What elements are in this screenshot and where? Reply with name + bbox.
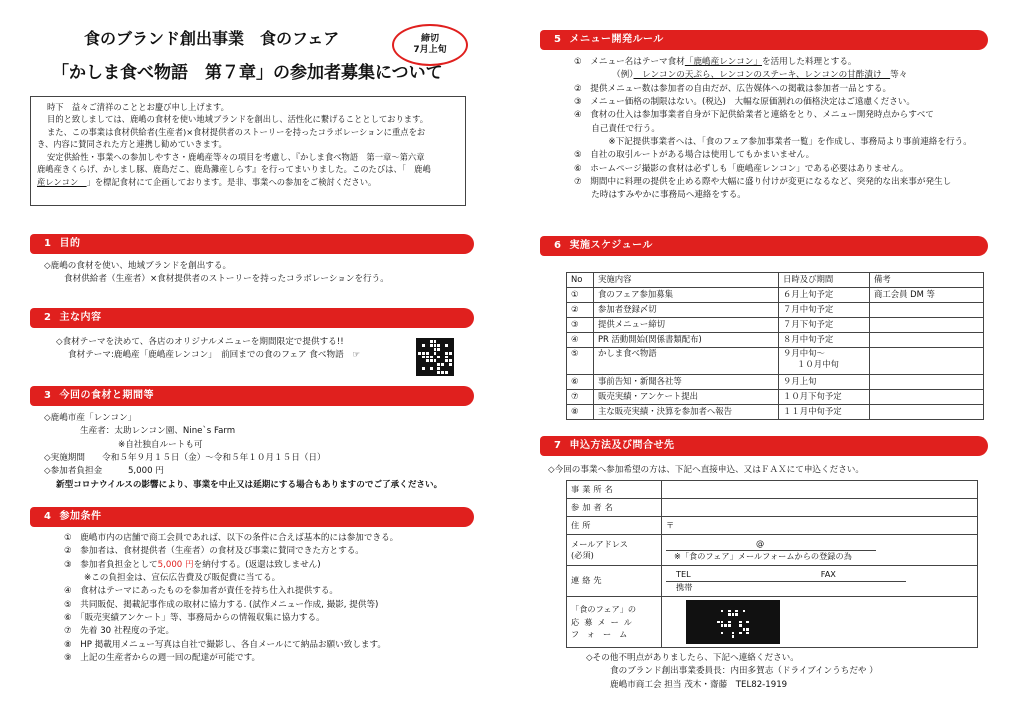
column-header: No bbox=[567, 273, 594, 288]
form-qr-label-line: 「食のフェア」の bbox=[571, 603, 637, 614]
purpose-line: 食材供給者（生産者）×食材提供者のストーリーを持ったコラボレーションを行う。 bbox=[64, 274, 389, 285]
menu-rule-item: ⑦ 期間中に料理の提供を止める際や大幅に盛り付けが変更になるなど、突発的な出来事が発生し bbox=[574, 176, 952, 187]
table-row bbox=[567, 333, 984, 348]
table-cell: 食のフェア参加募集 bbox=[594, 288, 779, 303]
email-required: (必須) bbox=[571, 550, 594, 560]
deadline-label: 締切 bbox=[420, 34, 439, 45]
menu-example-dishes: レンコンの天ぷら、レンコンのステーキ、レンコンの甘酢漬け bbox=[633, 70, 891, 81]
table-row bbox=[567, 405, 984, 420]
email-label-text: メールアドレス bbox=[571, 538, 628, 549]
form-row bbox=[567, 481, 978, 499]
intro-line: 目的と致しましては、鹿嶋の食材を使い地域ブランドを創出し、活性化に繋げることとしております。 bbox=[47, 114, 428, 125]
menu-rule-item: た時はすみやかに事務局へ連絡をする。 bbox=[574, 190, 746, 201]
postal-mark: 〒 bbox=[666, 519, 675, 530]
menu-rule-theme: 「鹿嶋産レンコン」 bbox=[684, 57, 762, 67]
form-qr-label-line: 応募メール bbox=[571, 616, 637, 627]
section-number: 7 bbox=[554, 440, 562, 451]
section-header-application bbox=[540, 436, 988, 456]
form-row bbox=[567, 517, 978, 535]
table-cell bbox=[779, 348, 870, 375]
section-title: メニュー開発ルール bbox=[569, 34, 664, 45]
intro-box bbox=[30, 96, 466, 206]
condition-item: ⑥ 「販売実績アンケート」等、事務局からの情報収集に協力する。 bbox=[64, 612, 325, 623]
section-number: 1 bbox=[44, 238, 52, 249]
email-label bbox=[567, 535, 662, 566]
form-qr-cell bbox=[662, 597, 978, 648]
table-header-row bbox=[567, 273, 984, 288]
condition-item bbox=[64, 559, 398, 572]
condition-fee-post: を納付する。(返還は致しません) bbox=[193, 559, 321, 570]
condition-item: ⑨ 上記の生産者からの週一回の配達が可能です。 bbox=[64, 652, 261, 663]
condition-item: ⑧ HP 掲載用メニュー写真は自社で撮影し、各自メールにて納品お願い致します。 bbox=[64, 639, 387, 650]
table-cell: ③ bbox=[567, 318, 594, 333]
application-intro: ◇今回の事業へ参加希望の方は、下記へ直接申込、又はＦＡＸにて申込ください。 bbox=[548, 465, 864, 475]
section-header-ingredients bbox=[30, 386, 474, 406]
condition-note: ※この負担金は、宣伝広告費及び販促費に当てる。 bbox=[84, 572, 281, 583]
table-row bbox=[567, 303, 984, 318]
table-cell: 商工会員 DM 等 bbox=[870, 288, 984, 303]
condition-item: ⑤ 共同販促、掲載記事作成の取材に協力する. (試作メニュー作成, 撮影, 提供等) bbox=[64, 599, 379, 610]
intro-highlight: 産レンコン bbox=[37, 176, 87, 187]
email-at: @ bbox=[666, 538, 876, 550]
condition-fee-pre: ③ 参加者負担金として bbox=[64, 559, 158, 570]
table-cell: ⑦ bbox=[567, 390, 594, 405]
table-cell bbox=[870, 318, 984, 333]
section-header-menu-rules bbox=[540, 30, 988, 50]
form-row bbox=[567, 597, 978, 648]
menu-rule-item bbox=[574, 56, 972, 69]
intro-line: き、内容に賛同された方と連携し勧めていきます。 bbox=[37, 139, 227, 150]
table-cell: 参加者登録〆切 bbox=[594, 303, 779, 318]
form-row bbox=[567, 535, 978, 566]
section-title: 目的 bbox=[59, 238, 81, 249]
condition-item: ② 参加者は、食材提供者（生産者）の食材及び事業に賛同できた方とする。 bbox=[64, 546, 364, 557]
form-qr-label bbox=[567, 597, 662, 648]
conditions-body bbox=[64, 532, 398, 665]
contact-field[interactable] bbox=[662, 566, 978, 597]
table-row bbox=[567, 390, 984, 405]
schedule-table bbox=[566, 272, 984, 420]
section-header-conditions bbox=[30, 507, 474, 527]
form-qr-panel bbox=[686, 600, 780, 644]
menu-rule-item: ⑤ 自社の取引ルートがある場合は使用してもかまいません。 bbox=[574, 150, 815, 161]
intro-line: また、この事業は食材供給者(生産者)×食材提供者のストーリーを持ったコラボレーションに重点をお bbox=[47, 126, 426, 137]
form-row bbox=[567, 499, 978, 517]
table-cell: PR 活動開始(関係書類配布) bbox=[594, 333, 779, 348]
ingredients-body bbox=[44, 412, 442, 492]
fax-label: FAX bbox=[820, 569, 836, 580]
contents-body bbox=[56, 336, 360, 363]
table-cell: 事前告知・新聞各社等 bbox=[594, 375, 779, 390]
title-line-1: 食のブランド創出事業 食のフェア bbox=[84, 29, 340, 48]
table-cell: ７月下旬予定 bbox=[779, 318, 870, 333]
footer-line: 鹿嶋市商工会 担当 茂木・齋藤 TEL82-1919 bbox=[610, 679, 788, 690]
form-qr-label-line: フォーム bbox=[571, 629, 636, 640]
footer-line: ◇その他不明点がありましたら、下記へ連絡ください。 bbox=[586, 653, 799, 663]
table-cell: ６月上旬予定 bbox=[779, 288, 870, 303]
table-cell bbox=[870, 303, 984, 318]
table-cell: ９月上旬 bbox=[779, 375, 870, 390]
menu-rule-item: 自己責任で行う。 bbox=[574, 123, 660, 134]
form-row bbox=[567, 566, 978, 597]
menu-rule-item: ⑥ ホームページ撮影の食材は必ずしも「鹿嶋産レンコン」である必要はありません。 bbox=[574, 163, 909, 174]
contents-line: ◇食材テーマを決めて、各店のオリジナルメニューを期間限定で提供する!! bbox=[56, 337, 344, 347]
menu-example bbox=[574, 69, 972, 82]
section-number: 5 bbox=[554, 34, 562, 45]
email-field[interactable] bbox=[662, 535, 978, 566]
table-row bbox=[567, 375, 984, 390]
condition-fee-amount: 5,000 円 bbox=[157, 559, 194, 570]
table-cell: 主な販売実績・決算を参加者へ報告 bbox=[594, 405, 779, 420]
deadline-badge bbox=[392, 24, 468, 66]
section-number: 3 bbox=[44, 390, 52, 401]
table-cell bbox=[870, 405, 984, 420]
section-number: 2 bbox=[44, 312, 52, 323]
menu-rule-item: ③ メニュー価格の制限はない。(税込) 大幅な原価割れの価格決定はご遠慮ください。 bbox=[574, 96, 915, 107]
menu-example-label: （例） bbox=[612, 70, 634, 81]
section-title: 今回の食材と期間等 bbox=[59, 390, 154, 401]
email-note: ※「食のフェア」メールフォームからの登録の為 bbox=[674, 550, 852, 561]
address-field[interactable] bbox=[662, 517, 978, 535]
section-title: 実施スケジュール bbox=[569, 240, 653, 251]
condition-item: ① 鹿嶋市内の店舗で商工会員であれば、以下の条件に合えば基本的には参加できる。 bbox=[64, 533, 399, 543]
table-row bbox=[567, 348, 984, 375]
company-field[interactable] bbox=[662, 481, 978, 499]
menu-rule-post: を活用した料理とする。 bbox=[761, 57, 857, 67]
section-title: 申込方法及び問合せ先 bbox=[569, 440, 675, 451]
intro-line bbox=[37, 176, 459, 188]
address-label: 住所 bbox=[567, 517, 662, 535]
participant-field[interactable] bbox=[662, 499, 978, 517]
table-cell: 販売実績・アンケート提出 bbox=[594, 390, 779, 405]
intro-line: 安定供給性・事業への参加しやすさ・鹿嶋産等々の項目を考慮し、『かしま食べ物語 第一章～第六章 bbox=[47, 151, 425, 162]
section-title: 主な内容 bbox=[59, 312, 102, 323]
table-cell bbox=[870, 390, 984, 405]
condition-item: ⑦ 先着 30 社程度の予定。 bbox=[64, 626, 175, 637]
column-header: 実施内容 bbox=[594, 273, 779, 288]
period-end: １０月中旬 bbox=[797, 359, 839, 370]
table-cell: ８月中旬予定 bbox=[779, 333, 870, 348]
qr-code-icon[interactable] bbox=[715, 604, 751, 640]
section-number: 4 bbox=[44, 511, 52, 522]
menu-rule-pre: ① メニュー名はテーマ食材 bbox=[574, 57, 685, 67]
table-cell: ⑧ bbox=[567, 405, 594, 420]
menu-rule-item: ④ 食材の仕入は参加事業者自身が下記供給業者と連絡をとり、メニュー開発時点からすべて bbox=[574, 110, 934, 121]
menu-rule-item: ② 提供メニュー数は参加者の自由だが、広告媒体への掲載は参加者一品とする。 bbox=[574, 83, 892, 94]
mobile-label: 携帯 bbox=[676, 581, 693, 592]
period-line: ◇実施期間 令和５年９月１５日（金）～令和５年１０月１５日（日） bbox=[44, 452, 326, 463]
condition-item: ④ 食材はテーマにあったものを参加者が責任を持ち仕入れ提供する。 bbox=[64, 586, 339, 597]
tel-label: TEL bbox=[676, 569, 691, 580]
table-cell: ⑥ bbox=[567, 375, 594, 390]
intro-line: 鹿嶋産きくらげ、かしまし豚、鹿島だこ、鹿島灘産しらす』を行ってまいりました。このたびは、「 鹿嶋 bbox=[37, 164, 431, 175]
table-row bbox=[567, 318, 984, 333]
column-header: 日時及び期間 bbox=[779, 273, 870, 288]
table-cell: １０月下旬予定 bbox=[779, 390, 870, 405]
table-cell: ④ bbox=[567, 333, 594, 348]
menu-rule-note: ※下記提供事業者へは、「食のフェア参加事業者一覧」を作成し、事務局より事前連絡を行う。 bbox=[574, 136, 972, 147]
ingredient-line: ◇鹿嶋市産「レンコン」 bbox=[44, 413, 137, 423]
table-cell: 提供メニュー締切 bbox=[594, 318, 779, 333]
column-header: 備考 bbox=[870, 273, 984, 288]
page-title: 「かしま食べ物語 第７章」の参加者募集について bbox=[52, 63, 443, 83]
producer-line: 生産者：太助レンコン園、Nine`s Farm bbox=[80, 426, 236, 437]
menu-example-tail: 等々 bbox=[890, 70, 908, 81]
contact-footer bbox=[586, 652, 878, 692]
table-cell bbox=[870, 348, 984, 375]
table-cell: ⑤ bbox=[567, 348, 594, 375]
table-cell bbox=[870, 375, 984, 390]
intro-tail: 」を標記食材にて企画しております。是非、事業への参加をご検討ください。 bbox=[86, 176, 377, 187]
participant-label: 参加者名 bbox=[567, 499, 662, 517]
table-cell bbox=[870, 333, 984, 348]
purpose-line: ◇鹿嶋の食材を使い、地域ブランドを創出する。 bbox=[44, 261, 232, 271]
deadline-date: 7月上旬 bbox=[413, 45, 447, 55]
application-form bbox=[566, 480, 978, 648]
section-header-purpose bbox=[30, 234, 474, 254]
table-cell: ② bbox=[567, 303, 594, 318]
section-header-schedule bbox=[540, 236, 988, 256]
producer-note: ※自社独自ルートも可 bbox=[118, 439, 203, 450]
section-header-contents bbox=[30, 308, 474, 328]
table-cell: かしま食べ物語 bbox=[594, 348, 779, 375]
section-number: 6 bbox=[554, 240, 562, 251]
table-cell: ① bbox=[567, 288, 594, 303]
covid-notice: 新型コロナウイルスの影響により、事業を中止又は延期にする場合もありますのでご了承ください。 bbox=[56, 479, 443, 490]
menu-rules-body bbox=[574, 56, 972, 202]
tel-fax-line bbox=[666, 569, 906, 581]
purpose-body bbox=[44, 260, 389, 287]
footer-line: 食のブランド創出事業委員長：内田多賀志（ドライブインうちだや ） bbox=[610, 666, 878, 677]
contact-label: 連絡先 bbox=[567, 566, 662, 597]
table-row bbox=[567, 288, 984, 303]
qr-code-icon[interactable] bbox=[416, 338, 454, 376]
intro-line: 時下 益々ご清祥のこととお慶び申し上げます。 bbox=[47, 102, 229, 112]
period-start: ９月中旬～ bbox=[783, 348, 825, 358]
table-cell: １１月中旬予定 bbox=[779, 405, 870, 420]
table-cell: ７月中旬予定 bbox=[779, 303, 870, 318]
fee-line: ◇参加者負担金 5,000 円 bbox=[44, 466, 164, 477]
contents-line: 食材テーマ:鹿嶋産「鹿嶋産レンコン」 前回までの食のフェア 食べ物語 ☞ bbox=[68, 350, 360, 361]
section-title: 参加条件 bbox=[59, 511, 102, 522]
company-label: 事業所名 bbox=[567, 481, 662, 499]
